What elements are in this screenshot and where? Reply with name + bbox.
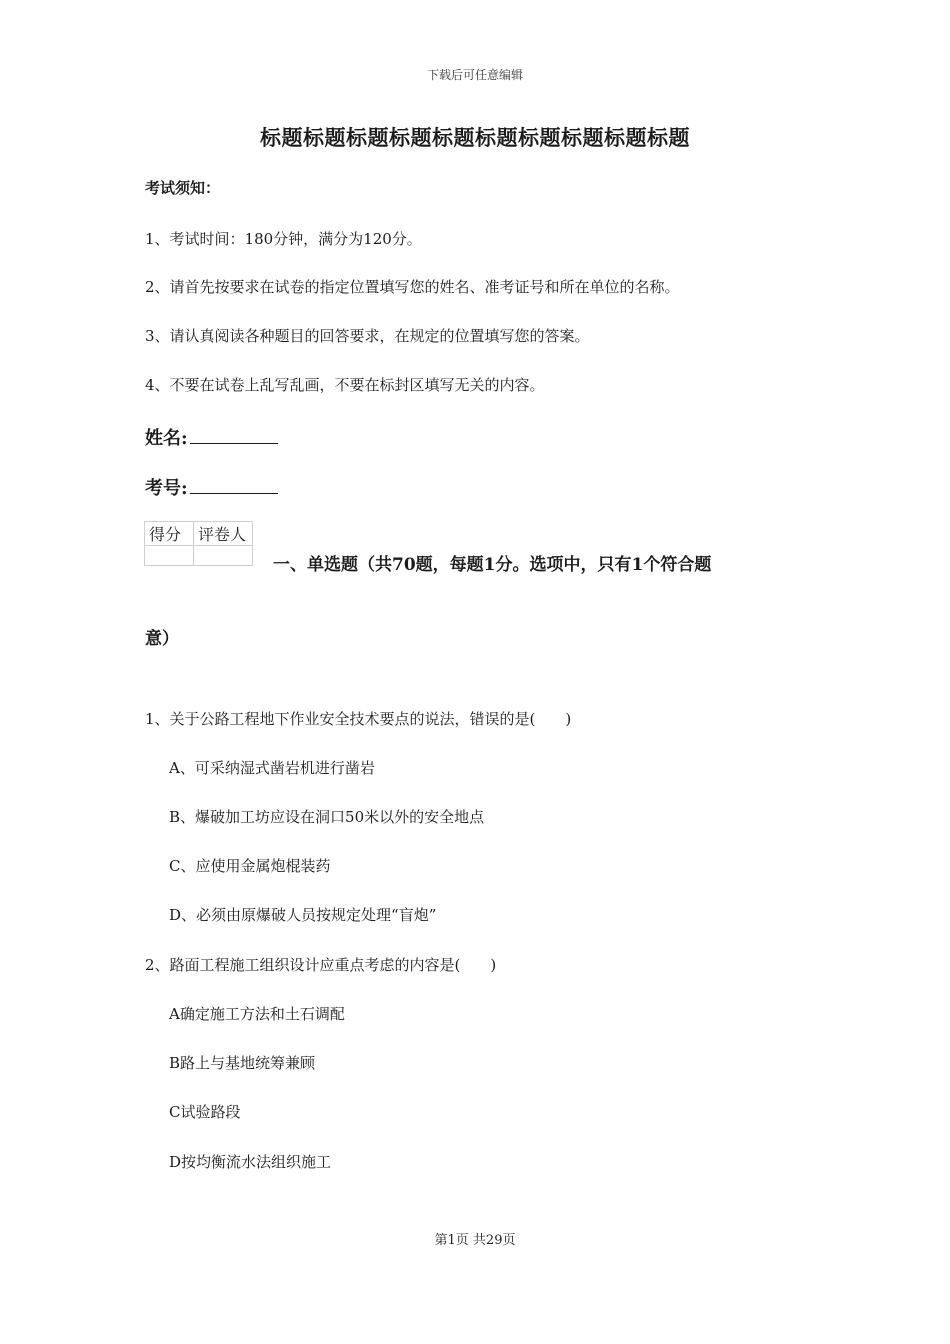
grader-header: 评卷人 xyxy=(194,522,253,546)
name-blank-line[interactable] xyxy=(190,427,278,444)
question-2-stem: 2、路面工程施工组织设计应重点考虑的内容是( ) xyxy=(145,956,497,974)
question-1-option-b: B、爆破加工坊应设在洞口50米以外的安全地点 xyxy=(169,808,485,826)
notice-rule-4: 4、不要在试卷上乱写乱画，不要在标封区填写无关的内容。 xyxy=(145,376,545,394)
section-title-continued: 意） xyxy=(145,629,179,649)
notice-rule-2: 2、请首先按要求在试卷的指定位置填写您的姓名、准考证号和所在单位的名称。 xyxy=(145,278,680,296)
exam-id-label: 考号: xyxy=(145,478,188,499)
name-label: 姓名: xyxy=(145,428,188,449)
question-1-stem: 1、关于公路工程地下作业安全技术要点的说法，错误的是( ) xyxy=(145,710,572,728)
score-header: 得分 xyxy=(145,522,194,546)
question-2-option-d: D按均衡流水法组织施工 xyxy=(169,1153,332,1171)
exam-id-field[interactable] xyxy=(145,474,278,500)
notice-heading: 考试须知： xyxy=(145,179,221,197)
question-1-option-d: D、必须由原爆破人员按规定处理“盲炮” xyxy=(169,906,437,924)
question-1-option-a: A、可采纳湿式凿岩机进行凿岩 xyxy=(169,759,375,777)
score-table xyxy=(144,521,253,566)
section-title: 一、单选题（共70题，每题1分。选项中，只有1个符合题 xyxy=(273,555,712,575)
document-title: 标题标题标题标题标题标题标题标题标题标题 xyxy=(260,125,690,150)
notice-rule-3: 3、请认真阅读各种题目的回答要求，在规定的位置填写您的答案。 xyxy=(145,327,590,345)
question-1-option-c: C、应使用金属炮棍装药 xyxy=(169,857,331,875)
question-2-option-a: A确定施工方法和土石调配 xyxy=(169,1005,345,1023)
grader-cell[interactable] xyxy=(194,546,253,566)
question-2-option-c: C试验路段 xyxy=(169,1103,241,1121)
question-2-option-b: B路上与基地统筹兼顾 xyxy=(169,1054,316,1072)
header-note: 下载后可任意编辑 xyxy=(426,68,523,82)
score-cell[interactable] xyxy=(145,546,194,566)
name-field[interactable] xyxy=(145,424,278,450)
exam-id-blank-line[interactable] xyxy=(190,477,278,494)
page-footer: 第1页 共29页 xyxy=(434,1233,516,1248)
notice-rule-1: 1、考试时间：180分钟，满分为120分。 xyxy=(145,230,422,248)
